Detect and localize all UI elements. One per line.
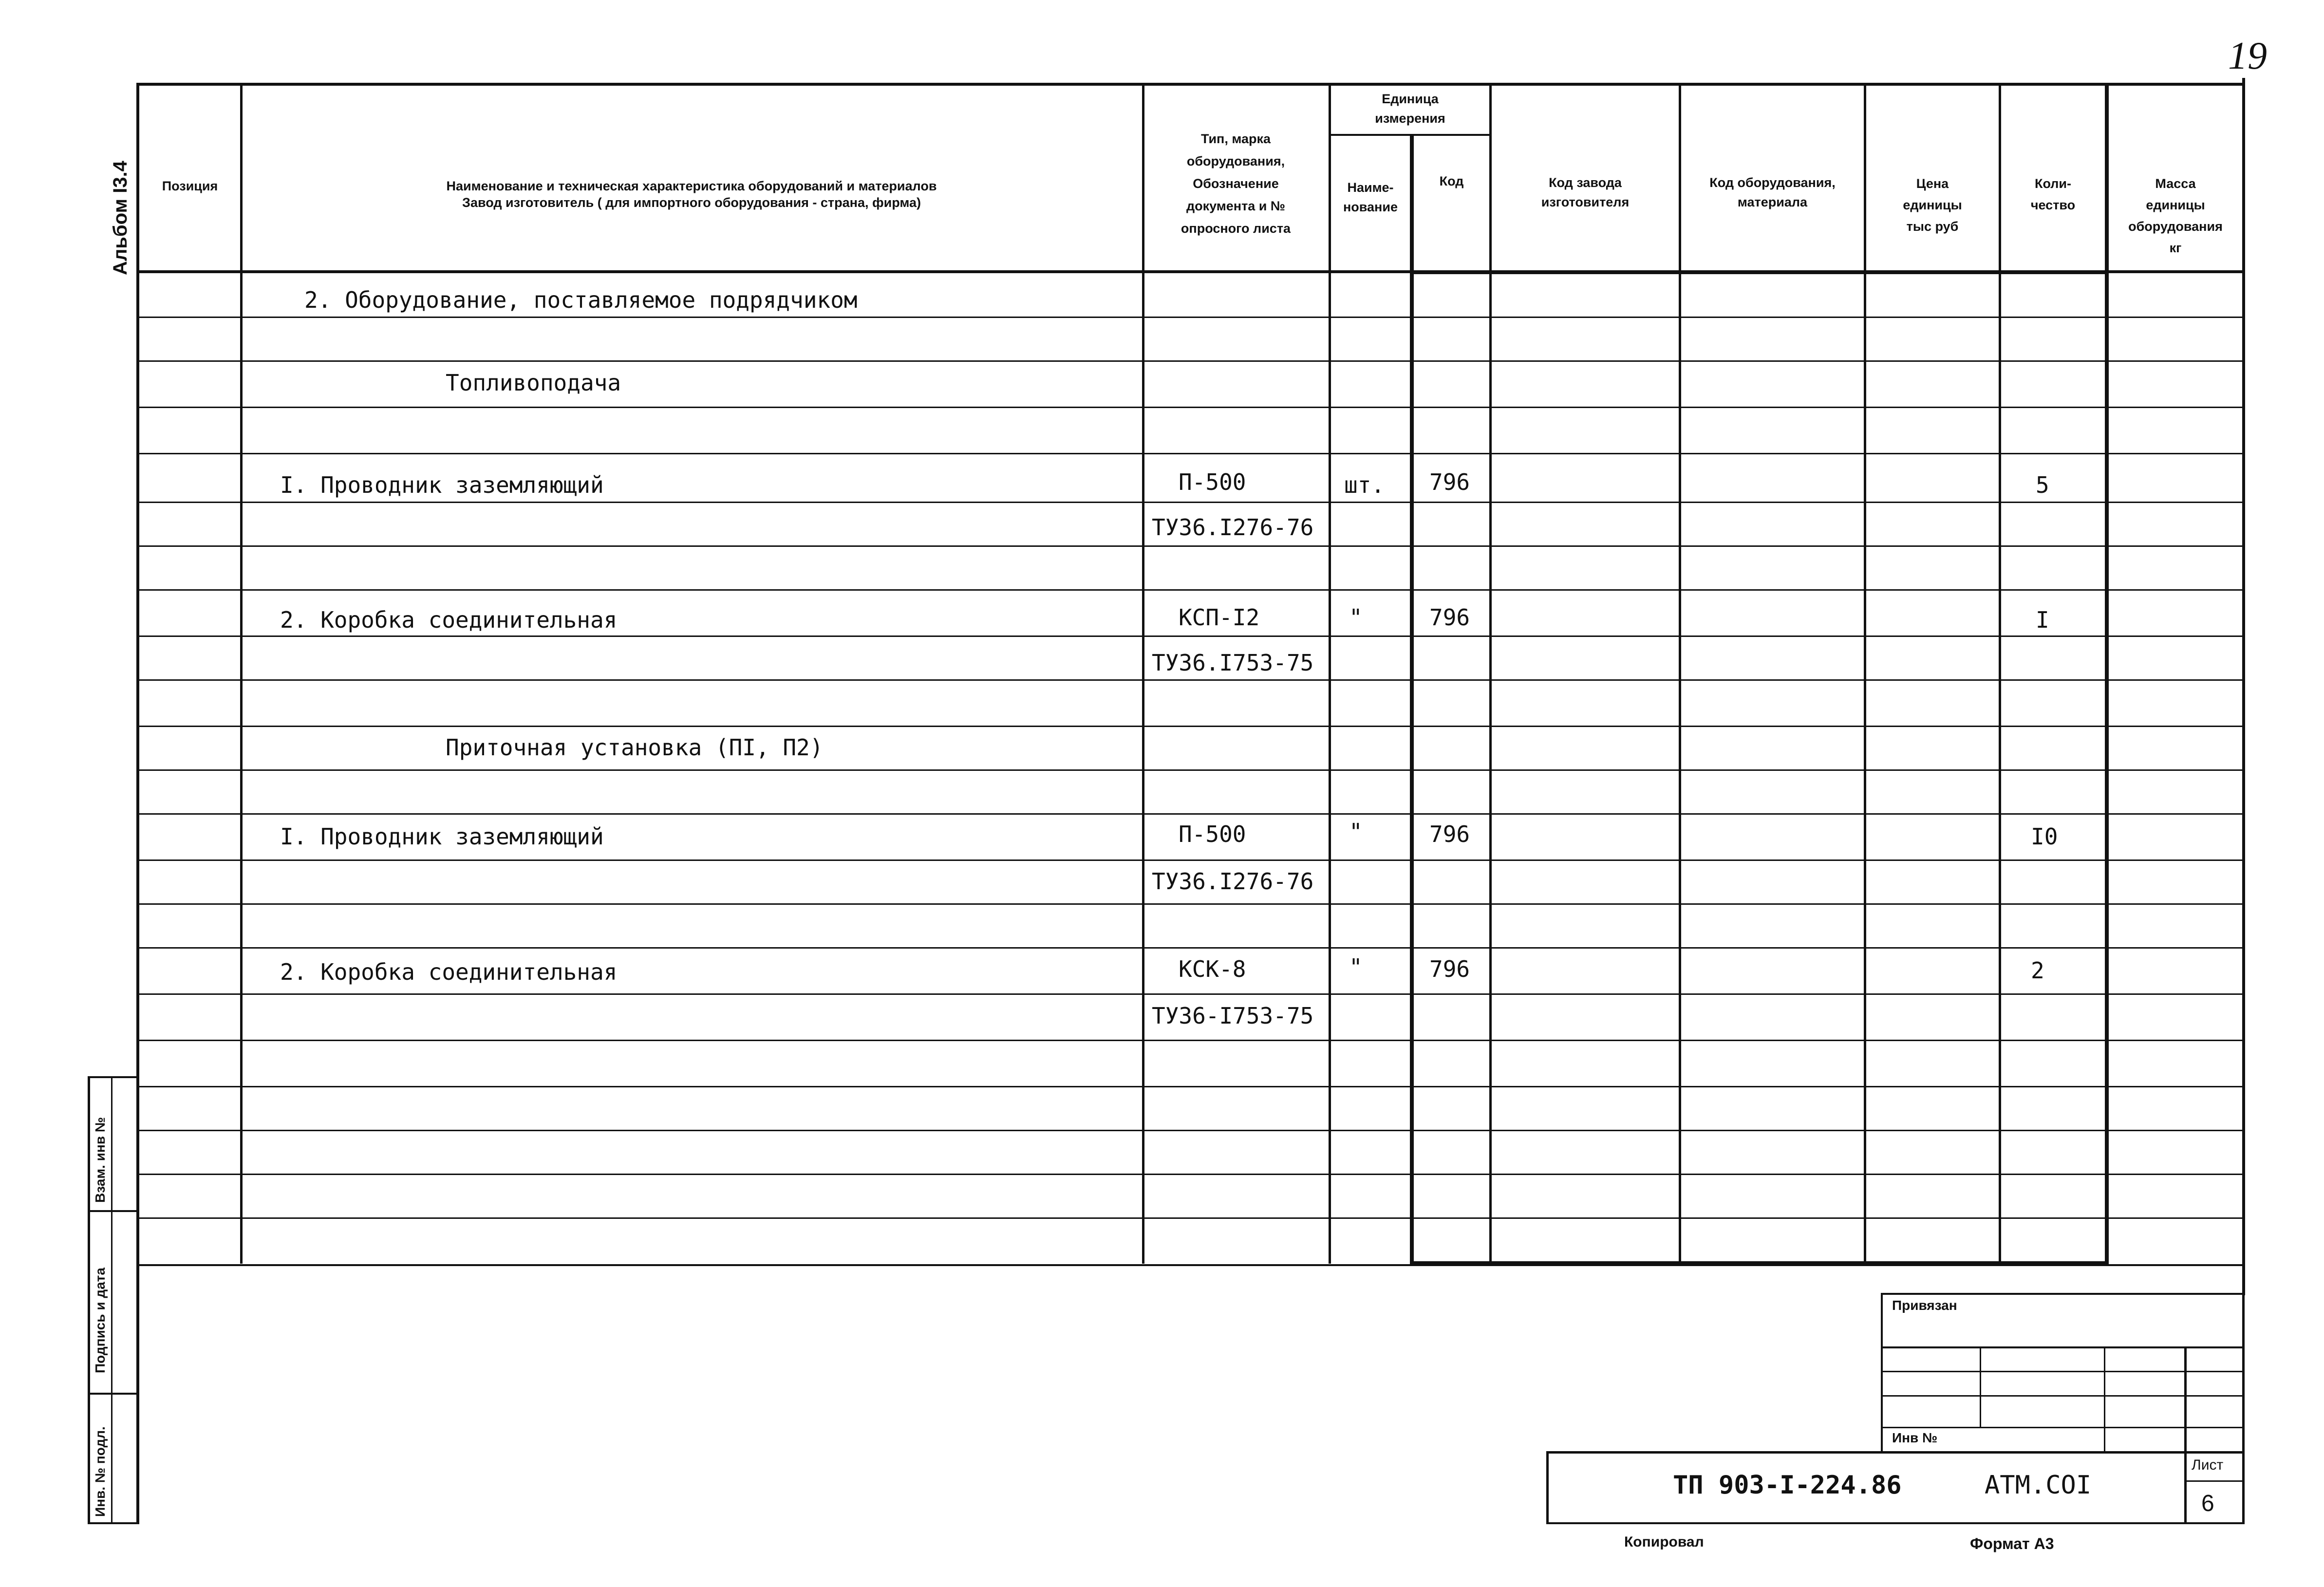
sheet-number: 6 bbox=[2201, 1491, 2214, 1516]
album-label: Альбом I3.4 bbox=[110, 161, 131, 275]
sheet-label: Лист bbox=[2192, 1457, 2224, 1473]
header-mass-1: Масса bbox=[2155, 176, 2196, 191]
row-3-unit: " bbox=[1349, 819, 1363, 845]
header-mass bbox=[2109, 173, 2242, 259]
row-3-doc: ТУ36.I276-76 bbox=[1152, 868, 1314, 895]
header-unit-name bbox=[1331, 178, 1410, 217]
row-4-code: 796 bbox=[1429, 956, 1470, 982]
header-unit-name-2: нование bbox=[1343, 200, 1398, 214]
row-3-name: I. Проводник заземляющий bbox=[280, 823, 604, 850]
document-designation: ТП 903-I-224.86 bbox=[1673, 1471, 1902, 1500]
header-mass-2: единицы bbox=[2146, 198, 2205, 212]
footer-format: Формат А3 bbox=[1970, 1535, 2054, 1552]
page-number: 19 bbox=[2228, 35, 2267, 77]
row-1-doc: ТУ36.I276-76 bbox=[1152, 514, 1314, 541]
row-4-unit: " bbox=[1349, 954, 1363, 980]
row-2-name: 2. Коробка соединительная bbox=[280, 607, 618, 633]
row-2-qty: I bbox=[2036, 607, 2049, 633]
row-3-qty: I0 bbox=[2031, 823, 2058, 850]
header-unit-code: Код bbox=[1439, 174, 1464, 188]
linked-label: Привязан bbox=[1892, 1298, 1957, 1313]
row-2-type: КСП-I2 bbox=[1179, 604, 1260, 631]
header-price-3: тыс руб bbox=[1906, 219, 1959, 234]
header-equip-code-2: материала bbox=[1737, 195, 1808, 209]
section-title: 2. Оборудование, поставляемое подрядчиком bbox=[304, 287, 858, 313]
header-equip-code bbox=[1681, 173, 1864, 212]
row-1-unit: шт. bbox=[1344, 472, 1385, 498]
row-4-qty: 2 bbox=[2031, 957, 2044, 984]
row-4-type: КСК-8 bbox=[1179, 956, 1246, 982]
header-plant-code-1: Код завода bbox=[1549, 175, 1622, 190]
row-2-code: 796 bbox=[1429, 604, 1470, 631]
row-1-code: 796 bbox=[1429, 469, 1470, 495]
header-quantity-2: чество bbox=[2030, 198, 2076, 212]
header-plant-code bbox=[1492, 173, 1679, 212]
header-name-line2: Завод изготовитель ( для импортного оборудования - страна, фирма) bbox=[462, 195, 921, 210]
row-1-name: I. Проводник заземляющий bbox=[280, 472, 604, 498]
header-type-mark bbox=[1144, 128, 1327, 240]
row-1-type: П-500 bbox=[1179, 469, 1246, 495]
header-type-mark-1: Тип, марка bbox=[1200, 131, 1271, 146]
header-equip-code-1: Код оборудования, bbox=[1709, 175, 1836, 190]
header-price-2: единицы bbox=[1903, 198, 1962, 212]
row-1-qty: 5 bbox=[2036, 472, 2049, 498]
header-name-line1: Наименование и техническая характеристика оборудований и материалов bbox=[446, 179, 937, 193]
row-2-unit: " bbox=[1349, 604, 1363, 631]
row-2-doc: ТУ36.I753-75 bbox=[1152, 650, 1314, 676]
header-mass-3: оборудования bbox=[2128, 219, 2223, 234]
header-unit-group-2: измерения bbox=[1375, 111, 1445, 126]
row-4-name: 2. Коробка соединительная bbox=[280, 959, 618, 985]
header-name bbox=[244, 178, 1140, 211]
row-3-type: П-500 bbox=[1179, 821, 1246, 847]
side-stamp-replace: Взам. инв № bbox=[93, 1117, 108, 1203]
subsection-supply-unit: Приточная установка (ПI, П2) bbox=[446, 734, 824, 761]
row-4-doc: ТУ36-I753-75 bbox=[1152, 1003, 1314, 1029]
subsection-fuel-supply: Топливоподача bbox=[446, 370, 621, 396]
side-stamp-inv: Инв. № подл. bbox=[93, 1426, 108, 1517]
header-type-mark-5: опросного листа bbox=[1181, 221, 1291, 236]
header-quantity bbox=[2001, 173, 2105, 216]
header-unit-group bbox=[1331, 89, 1489, 128]
inv-no-label: Инв № bbox=[1892, 1430, 1938, 1445]
header-price-1: Цена bbox=[1916, 176, 1949, 191]
header-mass-4: кг bbox=[2169, 241, 2182, 255]
header-unit-name-1: Наиме- bbox=[1347, 180, 1394, 195]
footer-copied: Копировал bbox=[1624, 1534, 1704, 1550]
header-type-mark-3: Обозначение bbox=[1193, 176, 1279, 191]
header-unit-group-1: Единица bbox=[1382, 92, 1439, 106]
header-price bbox=[1866, 173, 1999, 237]
header-type-mark-4: документа и № bbox=[1186, 199, 1286, 213]
header-plant-code-2: изготовителя bbox=[1541, 195, 1630, 209]
header-quantity-1: Коли- bbox=[2034, 176, 2072, 191]
header-position: Позиция bbox=[162, 179, 218, 193]
header-type-mark-2: оборудования, bbox=[1186, 154, 1285, 168]
document-code: АТМ.COI bbox=[1985, 1471, 2092, 1500]
side-stamp-signature: Подпись и дата bbox=[93, 1268, 108, 1373]
row-3-code: 796 bbox=[1429, 821, 1470, 847]
